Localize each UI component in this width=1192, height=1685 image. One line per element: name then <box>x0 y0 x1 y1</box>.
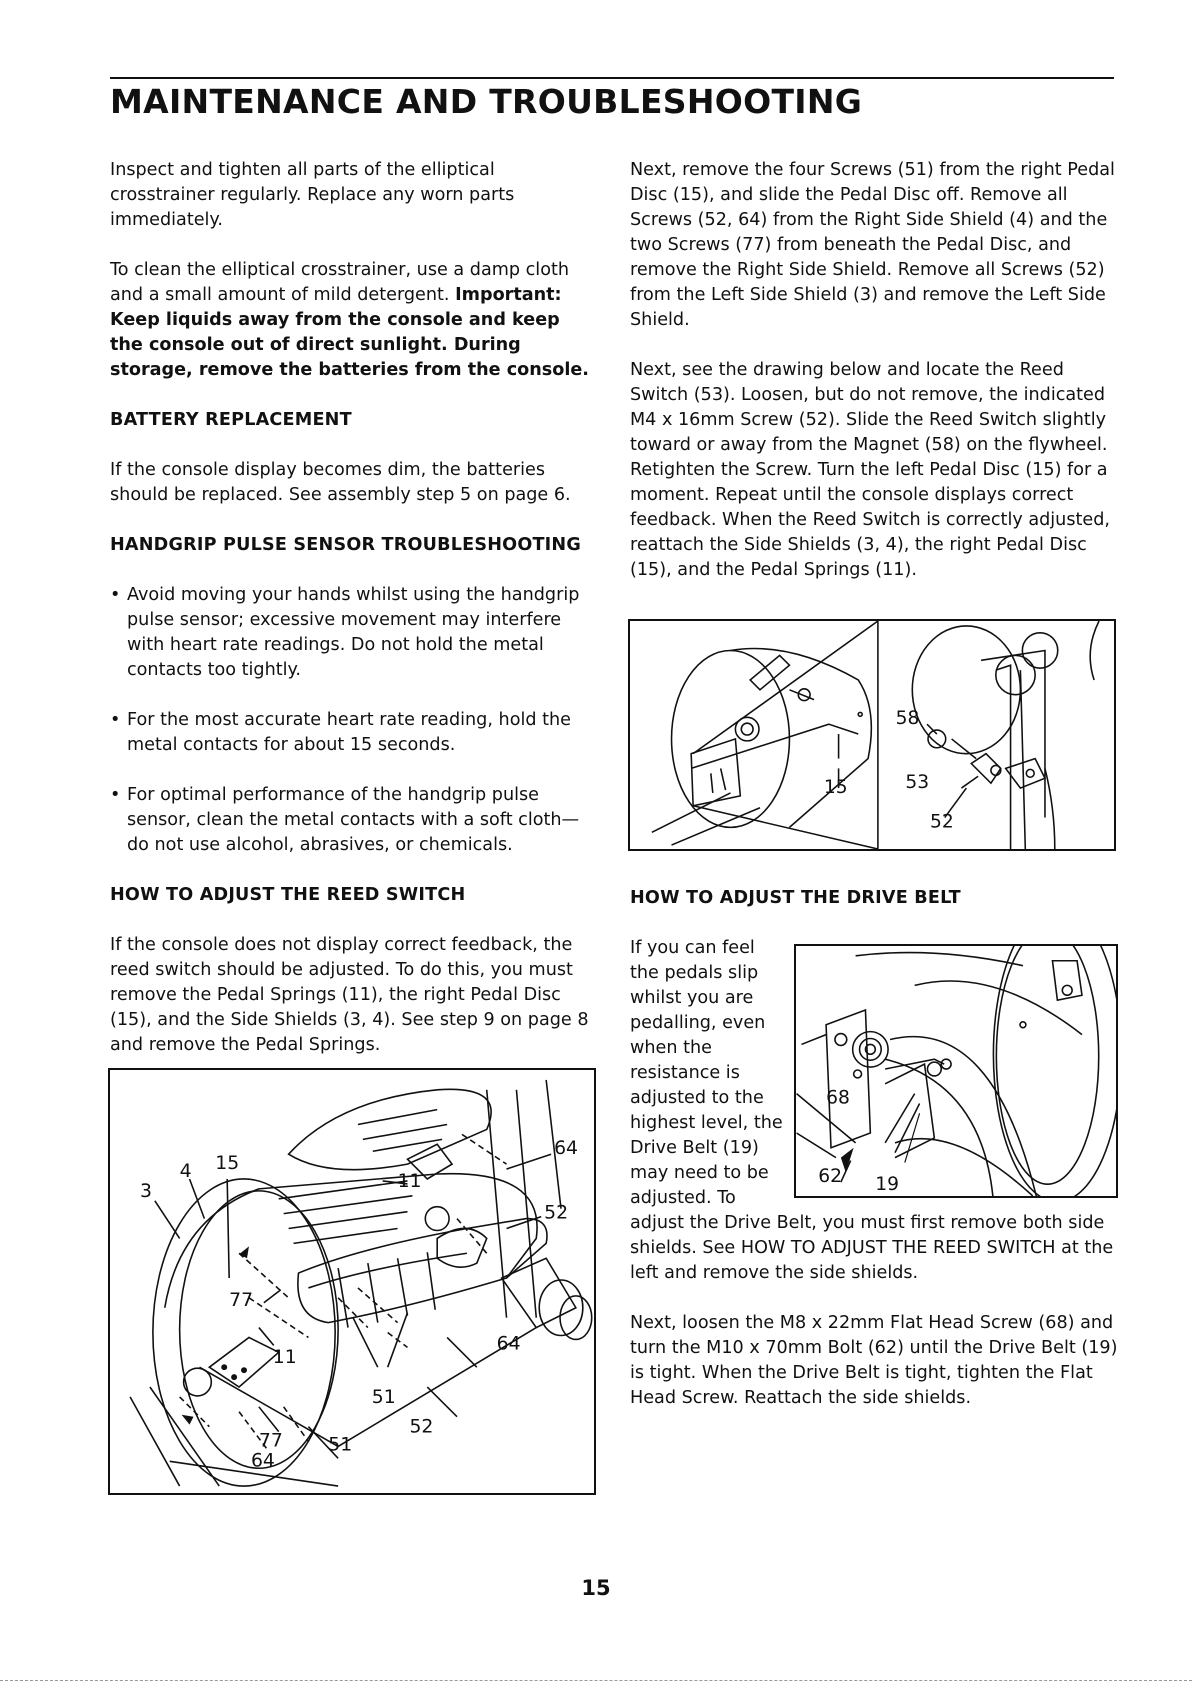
shield-label: 64 <box>496 1333 521 1355</box>
paragraph-reed-adjust: Next, see the drawing below and locate the Reed Switch (53). Loosen, but do not remove, the indicated M4 x 16mm Screw (52). Slide the Reed Switch slightly toward or away from the Magnet (58) on the flywheel. Retighten the Screw. Turn the left Pedal Disc (15) for a moment. Repeat until the console displays correct feedback. When the Reed Switch is correctly adjusted, reattach the Side Shields (3, 4), the right Pedal Disc (15), and the Pedal Springs (11). <box>630 360 1110 580</box>
shield-label: 64 <box>250 1450 275 1472</box>
page-number: 15 <box>581 1576 611 1600</box>
bullet-item: • For optimal performance of the handgrip pulse sensor, clean the metal contacts with a soft cloth—do not use alcohol, abrasives, or chemicals. <box>110 783 598 858</box>
reed-switch-drawing <box>630 621 1114 849</box>
drive-belt-drawing <box>796 946 1116 1196</box>
paragraph-reed-switch: If the console does not display correct feedback, the reed switch should be adjusted. To do this, you must remove the Pedal Springs (11), the right Pedal Disc (15), and the Side Shields (3, 4). See step 9 on page 8 and remove the Pedal Springs. <box>110 935 589 1055</box>
left-column <box>110 158 598 1083</box>
heading-battery-replacement: BATTERY REPLACEMENT <box>110 410 352 430</box>
paragraph-remove-screws: Next, remove the four Screws (51) from the right Pedal Disc (15), and slide the Pedal Disc off. Remove all Screws (52, 64) from the Right Side Shield (4) and the two Screws (77) from beneath the Pedal Disc, and remove the Right Side Shield. Remove all Screws (52) from the Left Side Shield (3) and remove the Left Side Shield. <box>630 160 1115 330</box>
shield-label: 11 <box>397 1170 422 1192</box>
shield-label: 4 <box>179 1160 192 1182</box>
reed-label: 52 <box>929 811 954 833</box>
top-rule <box>110 77 1114 79</box>
important-note: Important: Keep liquids away from the console and keep the console out of direct sunlight. During storage, remove the batteries from the console. <box>110 285 589 380</box>
shield-label: 15 <box>215 1153 240 1175</box>
shield-label: 77 <box>258 1430 283 1452</box>
side-shield-drawing <box>110 1070 594 1493</box>
shield-label: 51 <box>328 1434 353 1456</box>
belt-label: 62 <box>818 1166 842 1188</box>
drive-belt-diagram <box>794 944 1118 1198</box>
belt-label: 19 <box>875 1174 900 1196</box>
bullet-mark: • <box>110 785 121 805</box>
heading-handgrip-pulse: HANDGRIP PULSE SENSOR TROUBLESHOOTING <box>110 535 581 555</box>
drive-belt-heading-block <box>630 886 1118 936</box>
reed-label: 58 <box>895 708 920 730</box>
right-column <box>630 158 1118 608</box>
drive-belt-section <box>630 936 1118 1436</box>
paragraph-battery: If the console display becomes dim, the batteries should be replaced. See assembly step 5 on page 6. <box>110 460 571 505</box>
bottom-edge-rule <box>0 1680 1192 1681</box>
paragraph-drive-belt-tighten: Next, loosen the M8 x 22mm Flat Head Screw (68) and turn the M10 x 70mm Bolt (62) until the Drive Belt (19) is tight. When the Drive Belt is tight, tighten the Flat Head Screw. Reattach the side shields. <box>630 1313 1118 1408</box>
shield-label: 51 <box>371 1386 396 1408</box>
shield-label: 64 <box>554 1138 579 1160</box>
paragraph-clean: To clean the elliptical crosstrainer, use a damp cloth and a small amount of mild detergent. Important: Keep liquids away from the console and keep the console out of direct sunlight. During storage, remove the batteries from the console. <box>110 260 589 380</box>
reed-label: 15 <box>823 776 848 798</box>
belt-label: 68 <box>826 1087 850 1109</box>
shield-label: 77 <box>229 1289 254 1311</box>
bullet-mark: • <box>110 710 121 730</box>
shield-label: 52 <box>544 1202 569 1224</box>
shield-label: 3 <box>140 1180 152 1202</box>
reed-label: 53 <box>905 772 930 794</box>
shield-label: 52 <box>409 1416 434 1438</box>
bullet-item: • For the most accurate heart rate reading, hold the metal contacts for about 15 seconds. <box>110 708 598 758</box>
shield-label: 11 <box>272 1347 297 1369</box>
reed-switch-diagram <box>628 619 1116 851</box>
page-title: MAINTENANCE AND TROUBLESHOOTING <box>110 82 863 121</box>
heading-drive-belt: HOW TO ADJUST THE DRIVE BELT <box>630 888 961 908</box>
paragraph-drive-belt: If you can feel the pedals slip whilst you are pedalling, even when the resistance is adjusted to the highest level, the Drive Belt (19) may need to be adjusted. To adjust the Drive Belt, you must first remove both side shields. See HOW TO ADJUST THE REED SWITCH at the left and remove the side shields. <box>630 938 1114 1283</box>
bullet-mark: • <box>110 585 121 605</box>
bullet-item: • Avoid moving your hands whilst using the handgrip pulse sensor; excessive movement may interfere with heart rate readings. Do not hold the metal contacts too tightly. <box>110 583 598 683</box>
paragraph-inspect: Inspect and tighten all parts of the elliptical crosstrainer regularly. Replace any worn parts immediately. <box>110 160 515 230</box>
heading-reed-switch: HOW TO ADJUST THE REED SWITCH <box>110 885 466 905</box>
side-shield-diagram <box>108 1068 596 1495</box>
